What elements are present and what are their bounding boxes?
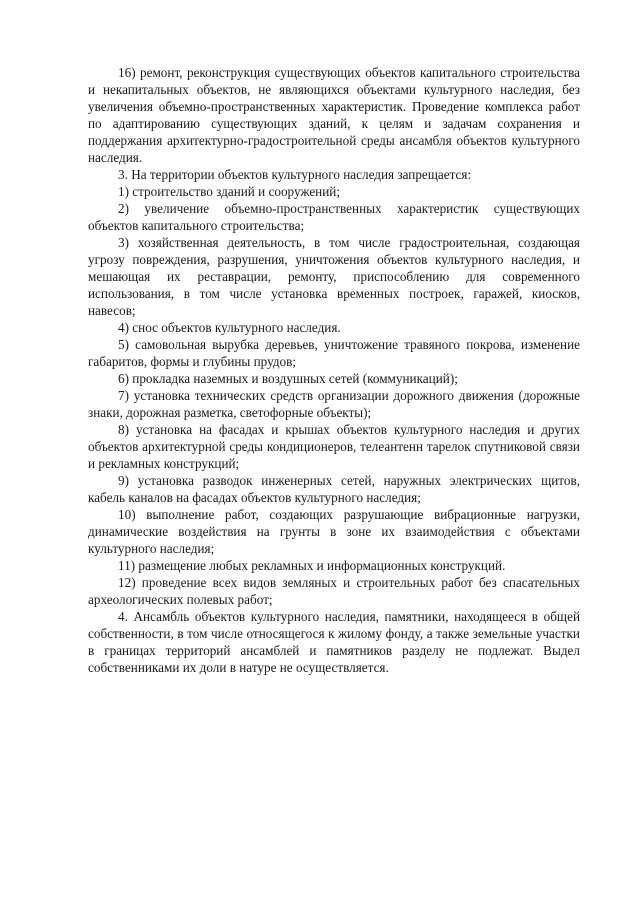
paragraph-item-3: 3) хозяйственная деятельность, в том числе градостроительная, создающая угрозу повреждения, разрушения, уничтожения объектов культурного наследия, и мешающая их реставрации, ремонту, приспособлению для современного использования, в том числе установка временных построек, гаражей, киосков, навесов; <box>88 235 580 318</box>
paragraph-item-16: 16) ремонт, реконструкция существующих объектов капитального строительства и некапитальных объектов, не являющихся объектами культурного наследия, без увеличения объемно-пространственных характеристик. Проведение комплекса работ по адаптированию существующих зданий, к целям и задачам сохранения и поддержания архитектурно-градостроительной среды ансамбля объектов культурного наследия. <box>88 65 580 165</box>
paragraph-item-7: 7) установка технических средств организации дорожного движения (дорожные знаки, дорожная разметка, светофорные объекты); <box>88 388 580 420</box>
paragraph-item-11: 11) размещение любых рекламных и информационных конструкций. <box>118 558 506 573</box>
section-3-heading: 3. На территории объектов культурного наследия запрещается: <box>118 167 472 182</box>
document-body <box>88 64 580 676</box>
section-4-paragraph: 4. Ансамбль объектов культурного наследия, памятники, находящееся в общей собственности, в том числе относящегося к жилому фонду, а также земельные участки в границах территорий ансамблей и памятников разделу не подлежат. Выдел собственниками их доли в натуре не осуществляется. <box>88 609 580 675</box>
paragraph-item-5: 5) самовольная вырубка деревьев, уничтожение травяного покрова, изменение габаритов, формы и глубины прудов; <box>88 337 580 369</box>
paragraph-item-1: 1) строительство зданий и сооружений; <box>118 184 341 199</box>
paragraph-item-6: 6) прокладка наземных и воздушных сетей (коммуникаций); <box>118 371 458 386</box>
paragraph-item-9: 9) установка разводок инженерных сетей, наружных электрических щитов, кабель каналов на фасадах объектов культурного наследия; <box>88 473 580 505</box>
paragraph-item-4: 4) снос объектов культурного наследия. <box>118 320 341 335</box>
paragraph-item-12: 12) проведение всех видов земляных и строительных работ без спасательных археологических полевых работ; <box>88 575 580 607</box>
paragraph-item-8: 8) установка на фасадах и крышах объектов культурного наследия и других объектов архитектурной среды кондиционеров, телеантенн тарелок спутниковой связи и рекламных конструкций; <box>88 422 580 471</box>
paragraph-item-2: 2) увеличение объемно-пространственных характеристик существующих объектов капитального строительства; <box>88 201 580 233</box>
paragraph-item-10: 10) выполнение работ, создающих разрушающие вибрационные нагрузки, динамические воздействия на грунты в зоне их взаимодействия с объектами культурного наследия; <box>88 507 580 556</box>
